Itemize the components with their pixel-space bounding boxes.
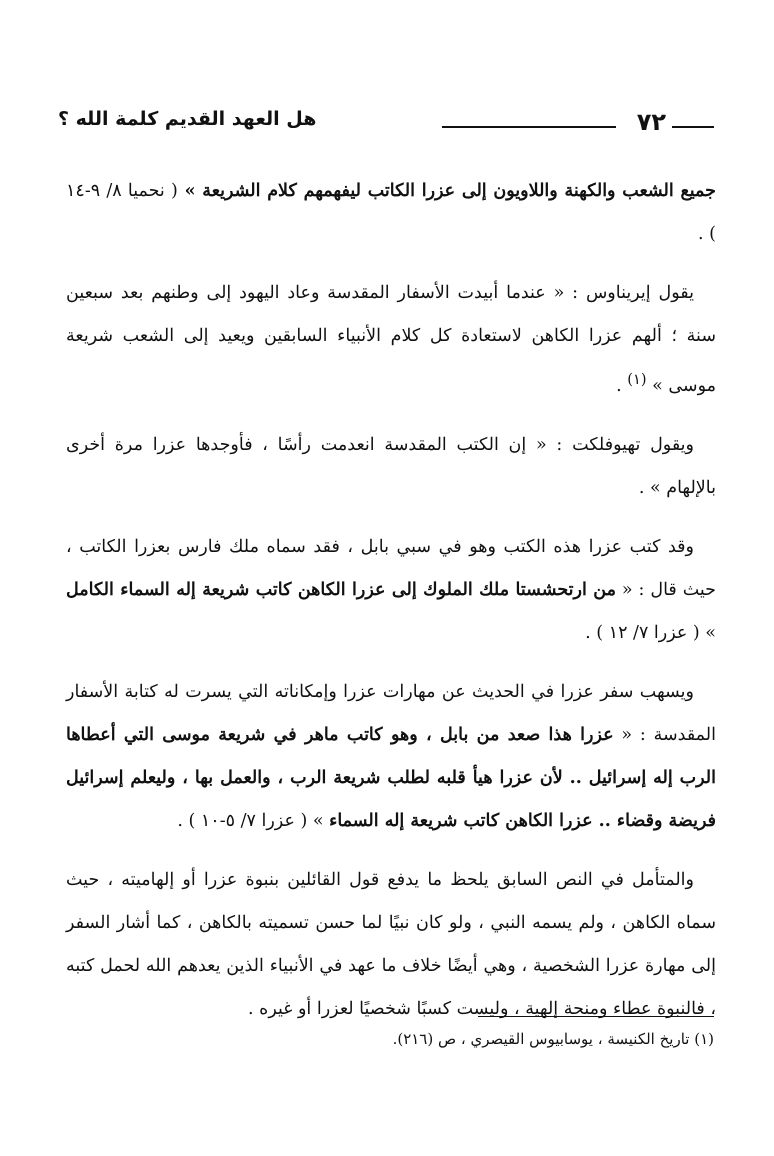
header-rule-right bbox=[672, 126, 714, 128]
paragraph-3-text: ويقول تهيوفلكت : « إن الكتب المقدسة انعدمت رأسًا ، فأوجدها عزرا مرة أخرى بالإلهام » . bbox=[66, 434, 716, 498]
paragraph-6-text: والمتأمل في النص السابق يلحظ ما يدفع قول القائلين بنبوة عزرا أو إلهاميته ، حيث سماه الكاهن ، ولم يسمه النبي ، ولو كان نبيًا لما حسن تسميته بالكاهن ، كما أشار السفر إلى مهارة عزرا الشخصية ، وهي أيضًا خلاف ما عهد في الأنبياء الذين يعدهم الله لحمل كتبه ، فالنبوة عطاء ومنحة إلهية ، وليست كسبًا شخصيًا لعزرا أو غيره . bbox=[66, 869, 716, 1019]
paragraph-5-end: » ( عزرا ٧/ ٥-١٠ ) . bbox=[177, 810, 330, 831]
paragraph-4-end: » ( عزرا ٧/ ١٢ ) . bbox=[585, 622, 716, 643]
paragraph-4-text: وقد كتب عزرا هذه الكتب وهو في سبي بابل ، فقد سماه ملك فارس بعزرا الكاتب ، حيث قال : « bbox=[66, 536, 716, 600]
paragraph-6 bbox=[66, 859, 716, 1031]
page-header bbox=[58, 104, 714, 144]
paragraph-5 bbox=[66, 671, 716, 843]
footnote-rule bbox=[478, 1016, 714, 1017]
paragraph-1-bold: جميع الشعب والكهنة واللاويون إلى عزرا الكاتب ليفهمهم كلام الشريعة » bbox=[177, 181, 716, 201]
paragraph-1 bbox=[66, 170, 716, 256]
paragraph-2 bbox=[66, 272, 716, 408]
paragraph-2-end: . bbox=[616, 375, 628, 396]
paragraph-5-bold: عزرا هذا صعد من بابل ، وهو كاتب ماهر في شريعة موسى التي أعطاها الرب إله إسرائيل .. لأن عزرا هيأ قلبه لطلب شريعة الرب ، والعمل بها ، وليعلم إسرائيل فريضة وقضاء .. عزرا الكاهن كاتب شريعة إله السماء bbox=[66, 724, 716, 831]
paragraph-5-text: ويسهب سفر عزرا في الحديث عن مهارات عزرا وإمكاناته التي يسرت له كتابة الأسفار المقدسة : « bbox=[66, 681, 716, 745]
header-rule-middle bbox=[442, 126, 616, 128]
paragraph-4-bold: من ارتحشستا ملك الملوك إلى عزرا الكاهن كاتب شريعة إله السماء الكامل bbox=[66, 579, 616, 600]
footnote: (١) تاريخ الكنيسة ، يوسابيوس القيصري ، ص (٢١٦). bbox=[392, 1030, 714, 1048]
paragraph-3 bbox=[66, 424, 716, 510]
paragraph-4 bbox=[66, 526, 716, 655]
footnote-ref[interactable]: (١) bbox=[627, 371, 647, 388]
body-text bbox=[66, 170, 716, 1047]
paragraph-1-text: ( نحميا ٨/ ٩-١٤ ) . bbox=[66, 181, 716, 244]
page-number: ٧٢ bbox=[636, 108, 666, 136]
paragraph-2-text: يقول إيريناوس : « عندما أبيدت الأسفار المقدسة وعاد اليهود إلى وطنهم بعد سبعين سنة ؛ ألهم عزرا الكاهن لاستعادة كل كلام الأنبياء السابقين ويعيد إلى الشعب شريعة موسى » bbox=[66, 283, 716, 396]
running-title: هل العهد القديم كلمة الله ؟ bbox=[58, 108, 317, 130]
